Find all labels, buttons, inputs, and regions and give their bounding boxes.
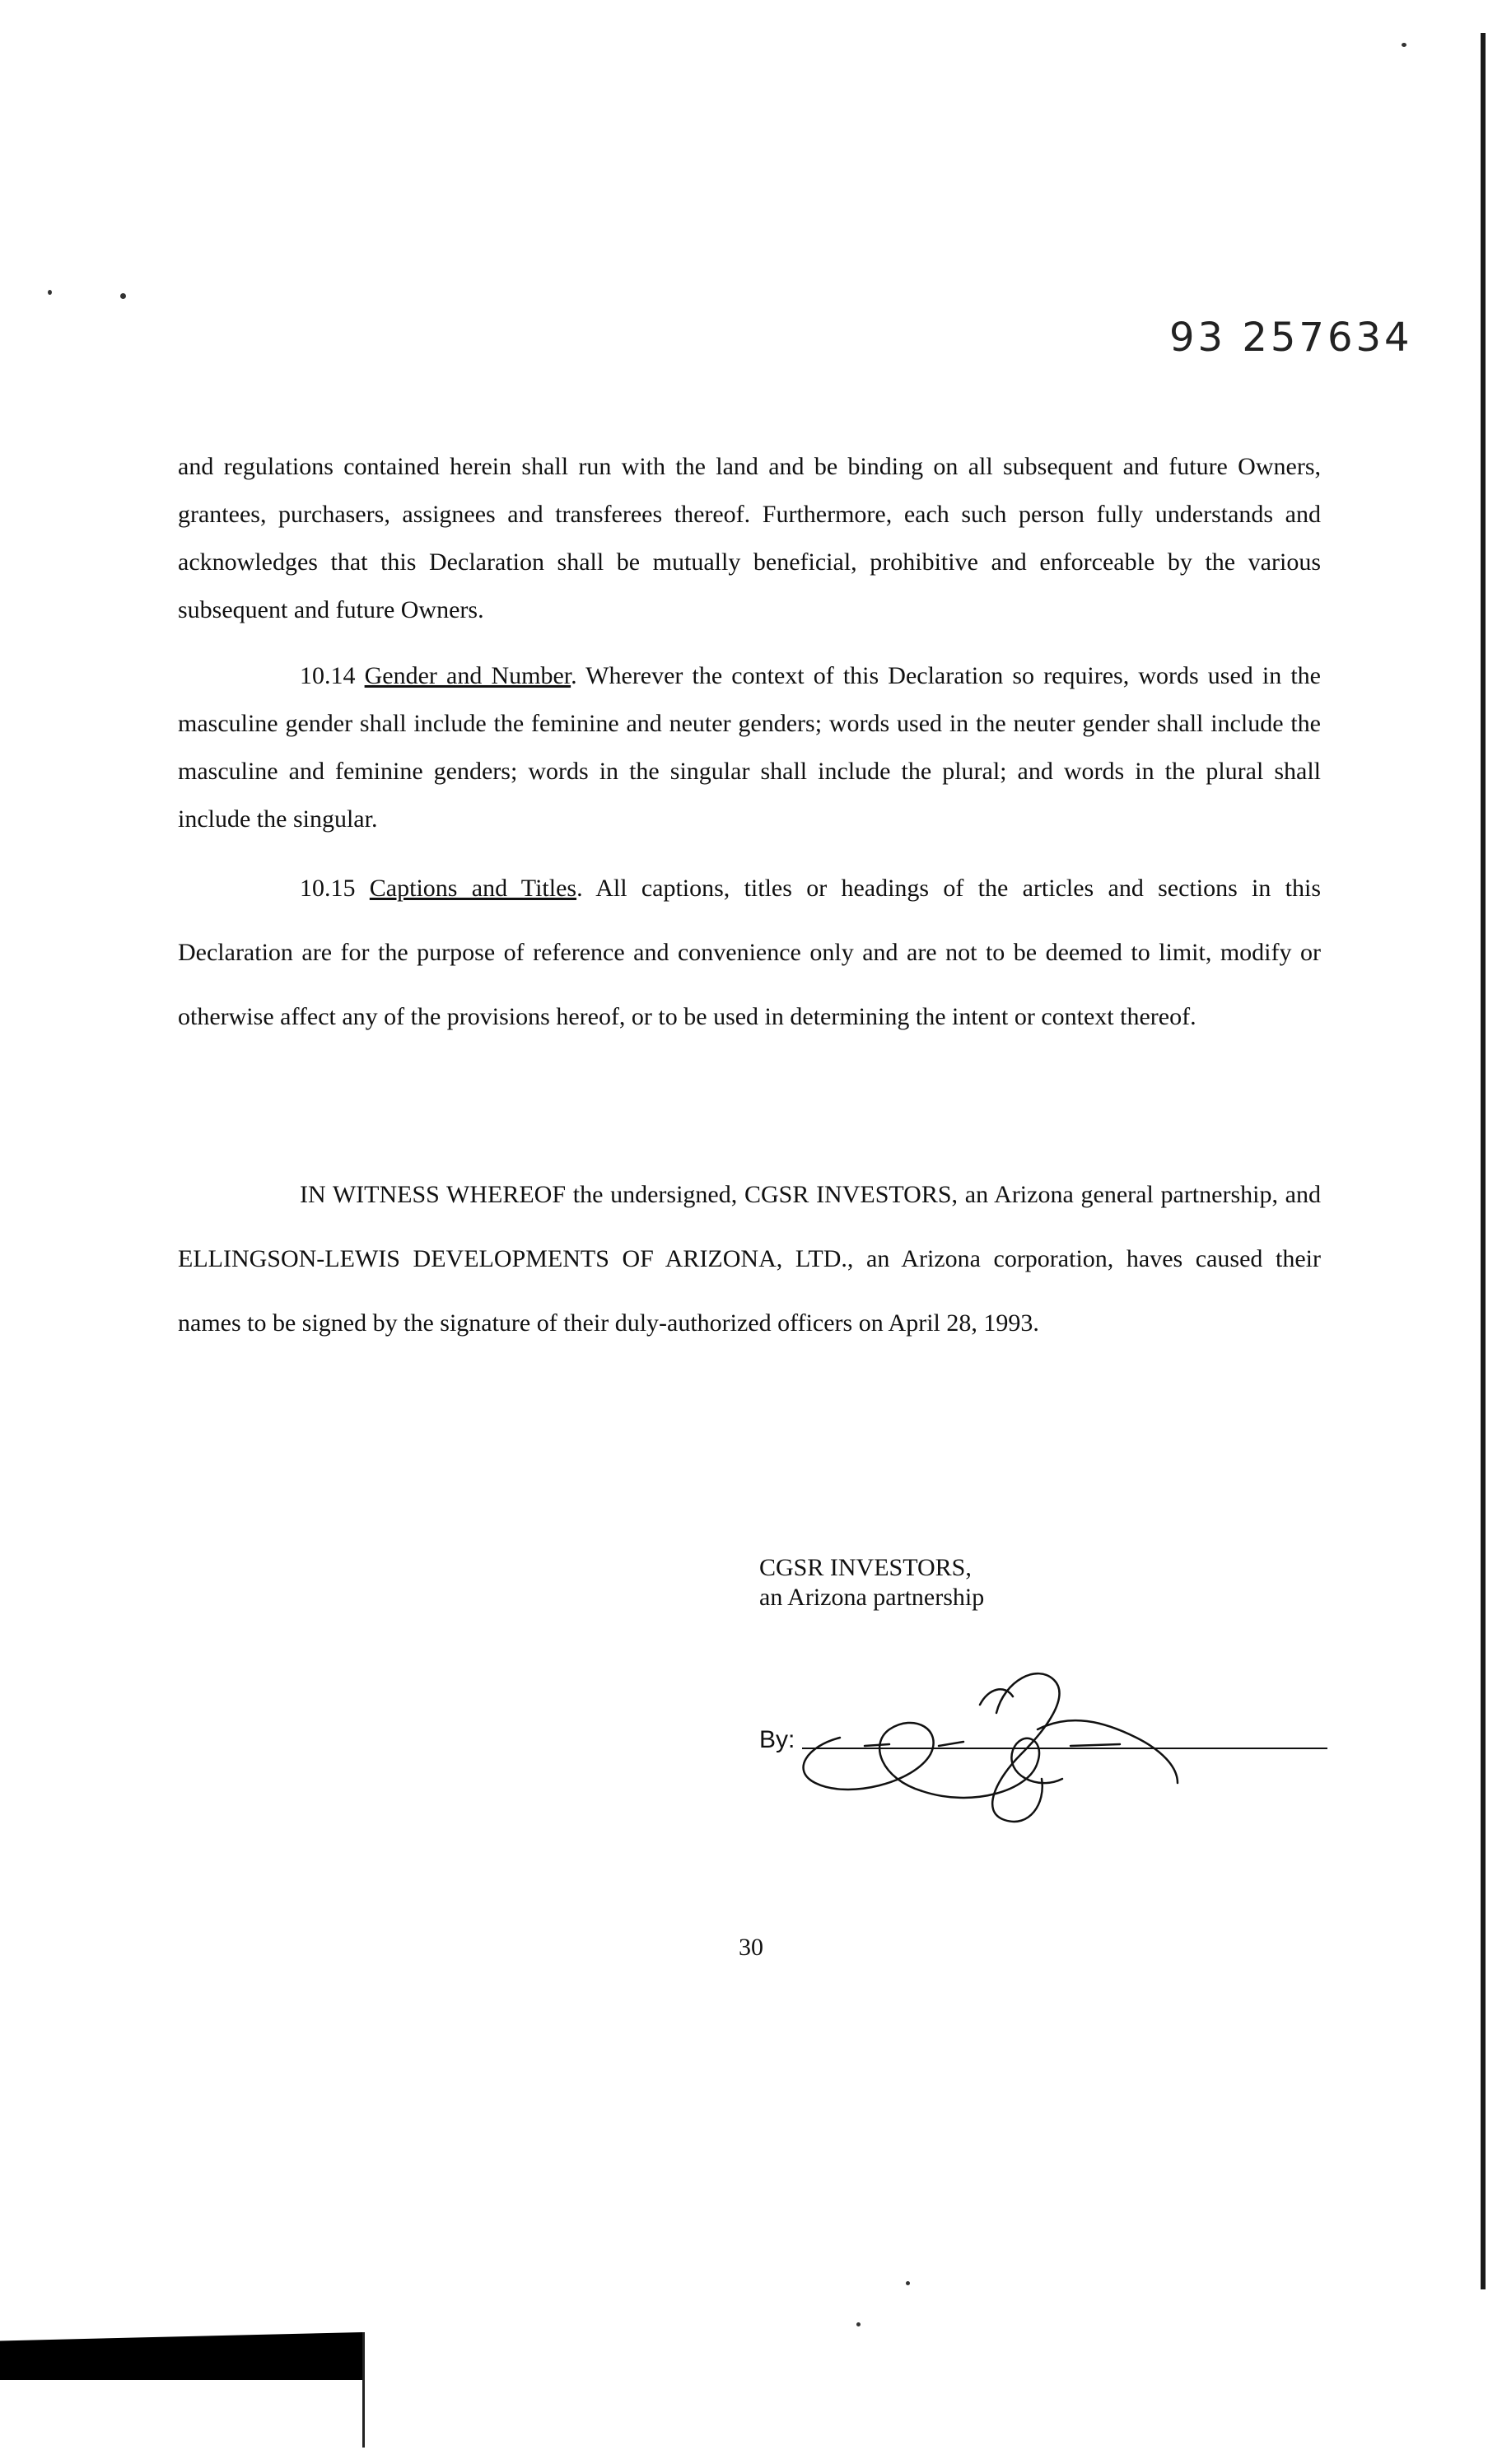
paragraph-continuation: and regulations contained herein shall run with the land and be binding on all subsequent and future Owners, grantees, purchasers, assignees and transferees thereof. Furthermore, each such person fully understands and acknowledges that this Declaration shall be mutually beneficial, prohibitive and enforceable by the various subsequent and future Owners.: [178, 453, 1321, 623]
section-heading: Captions and Titles: [369, 875, 577, 902]
scan-speck: [1402, 43, 1406, 47]
signatory-entity-type: an Arizona partnership: [759, 1584, 985, 1611]
signatory-entity: CGSR INVESTORS,: [759, 1554, 972, 1581]
handwritten-signature: [791, 1614, 1235, 1836]
paragraph-in-witness: [178, 1163, 1321, 1356]
page-number: 30: [739, 1934, 763, 1961]
by-label: By:: [759, 1726, 795, 1753]
section-number: 10.14: [300, 662, 356, 689]
scan-speck: [120, 293, 126, 299]
section-text: . All captions, titles or headings of the articles and sections in this Declaration are for the purpose of reference and convenience only and are not to be deemed to limit, modify or otherwise affect any of the provisions hereof, or to be used in determining the intent or context thereof.: [178, 875, 1321, 1030]
section-heading: Gender and Number: [364, 662, 571, 689]
witness-text: IN WITNESS WHEREOF the undersigned, CGSR INVESTORS, an Arizona general partnership, and ELLINGSON-LEWIS DEVELOPMENTS OF ARIZONA, LTD., an Arizona corporation, haves caused their names to be signed by the signature of their duly-authorized officers on April 28, 1993.: [178, 1181, 1321, 1337]
document-number: 93 257634: [1169, 315, 1413, 361]
scan-artifact-bar: [0, 2332, 362, 2380]
section-number: 10.15: [300, 875, 356, 902]
signature-block: [759, 1553, 984, 1612]
paragraph-captions-and-titles: [178, 856, 1321, 1049]
scan-speck: [906, 2281, 910, 2285]
scan-artifact-line: [362, 2332, 365, 2448]
scan-speck: [856, 2322, 861, 2326]
section-text: . Wherever the context of this Declaration so requires, words used in the masculine gender shall include the feminine and neuter genders; words used in the neuter gender shall include the masculine and feminine genders; words in the singular shall include the plural; and words in the plural shall include the singular.: [178, 662, 1321, 833]
scan-speck: [48, 290, 52, 295]
paragraph-gender-and-number: [178, 652, 1321, 843]
